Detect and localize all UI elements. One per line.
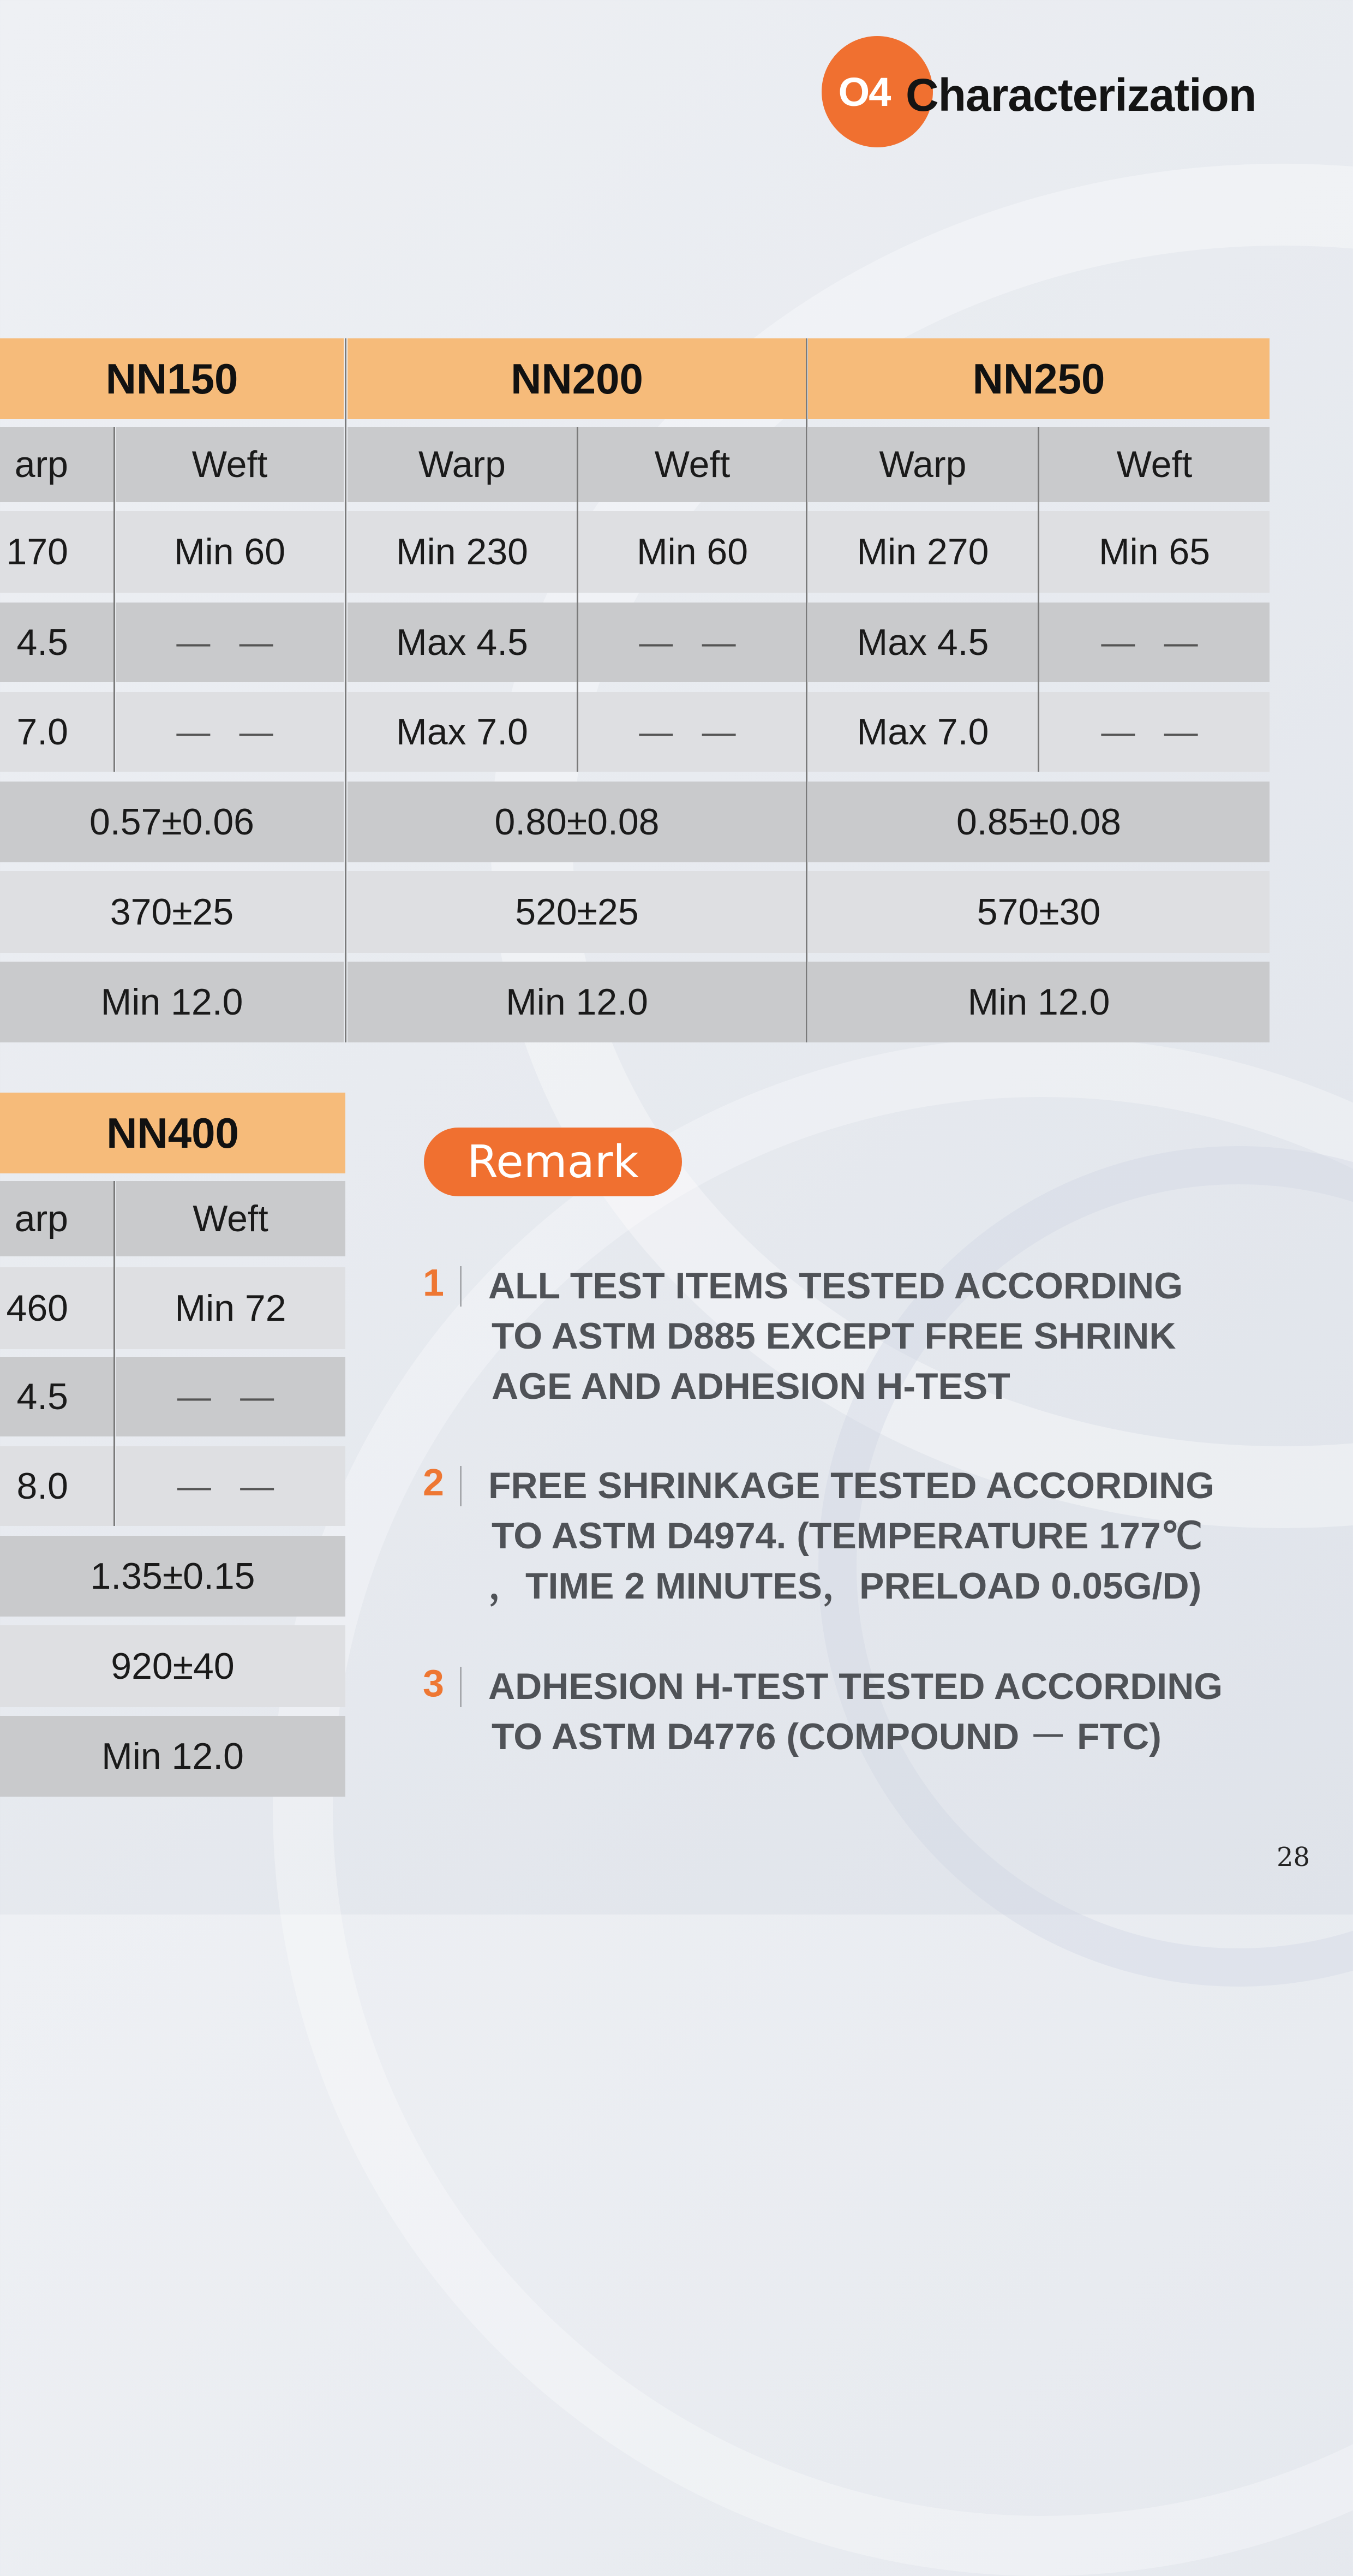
table-cell-merged: Min 12.0 [0, 962, 344, 1042]
remark-divider [460, 1266, 462, 1307]
table-cell-merged: 0.57±0.06 [0, 782, 344, 862]
section-number-badge: O4 [822, 36, 933, 147]
column-divider [577, 427, 578, 772]
remark-text [488, 1460, 1252, 1611]
table-cell: — — [1039, 603, 1270, 682]
warp-subheader: Warp [348, 427, 577, 502]
table-cell: Min 72 [116, 1267, 345, 1349]
remark-line: TO ASTM D4776 (COMPOUND － FTC) [492, 1716, 1162, 1757]
product-header-nn200: NN200 [348, 338, 806, 419]
remark-line: TO ASTM D4974. (TEMPERATURE 177℃ [492, 1515, 1203, 1557]
table-cell: — — [116, 603, 344, 682]
weft-subheader: Weft [116, 427, 344, 502]
remark-number: 2 [423, 1461, 444, 1504]
table-cell: 8.0 [0, 1446, 114, 1526]
column-divider [113, 1181, 115, 1526]
table-cell: Min 230 [348, 511, 577, 593]
table-cell: Min 60 [116, 511, 344, 593]
remark-divider [460, 1667, 462, 1707]
table-cell: Max 4.5 [808, 603, 1038, 682]
table-cell-merged: 520±25 [348, 871, 806, 953]
column-divider [113, 427, 115, 772]
remark-badge: Remark [424, 1128, 682, 1196]
table-cell: — — [578, 603, 806, 682]
table-cell-merged: 1.35±0.15 [0, 1536, 345, 1617]
table-cell-merged: 370±25 [0, 871, 344, 953]
column-divider [806, 338, 807, 1042]
table-cell-merged: Min 12.0 [0, 1716, 345, 1797]
weft-subheader: Weft [1039, 427, 1270, 502]
product-header-nn150: NN150 [0, 338, 344, 419]
table-cell: 170 [0, 511, 114, 593]
table-cell-merged: 570±30 [808, 871, 1270, 953]
remark-line: TO ASTM D885 EXCEPT FREE SHRINK [492, 1315, 1176, 1357]
remark-line: ，TIME 2 MINUTES，PRELOAD 0.05G/D) [488, 1565, 1202, 1607]
table-cell: Min 270 [808, 511, 1038, 593]
table-cell-merged: 0.85±0.08 [808, 782, 1270, 862]
column-divider [345, 338, 346, 1042]
table-cell: — — [1039, 692, 1270, 772]
table-cell: Max 4.5 [348, 603, 577, 682]
table-cell: 460 [0, 1267, 114, 1349]
weft-subheader: Weft [116, 1181, 345, 1256]
table-cell: 4.5 [0, 603, 114, 682]
table-cell: Max 7.0 [348, 692, 577, 772]
remark-line: ALL TEST ITEMS TESTED ACCORDING [488, 1265, 1183, 1307]
remark-line: ADHESION H-TEST TESTED ACCORDING [488, 1666, 1223, 1707]
table-cell: Max 7.0 [808, 692, 1038, 772]
remark-divider [460, 1466, 462, 1506]
table-cell: — — [578, 692, 806, 772]
remark-line: FREE SHRINKAGE TESTED ACCORDING [488, 1465, 1215, 1506]
column-divider [1038, 427, 1039, 772]
remark-text [488, 1661, 1252, 1762]
remark-text [488, 1261, 1252, 1411]
remark-number: 3 [423, 1662, 444, 1704]
warp-subheader-partial: arp [0, 427, 114, 502]
section-title: Characterization [906, 69, 1256, 121]
table-cell: — — [116, 1446, 345, 1526]
product-header-nn400: NN400 [0, 1093, 345, 1173]
remark-line: AGE AND ADHESION H-TEST [492, 1365, 1010, 1407]
product-header-nn250: NN250 [808, 338, 1270, 419]
warp-subheader-partial: arp [0, 1181, 114, 1256]
table-cell: Min 65 [1039, 511, 1270, 593]
table-cell: — — [116, 692, 344, 772]
table-cell: 4.5 [0, 1357, 114, 1436]
table-cell-merged: Min 12.0 [348, 962, 806, 1042]
table-cell: 7.0 [0, 692, 114, 772]
table-cell: — — [116, 1357, 345, 1436]
remark-number: 1 [423, 1261, 444, 1304]
table-cell-merged: Min 12.0 [808, 962, 1270, 1042]
table-cell-merged: 920±40 [0, 1625, 345, 1707]
table-cell: Min 60 [578, 511, 806, 593]
warp-subheader: Warp [808, 427, 1038, 502]
page-number: 28 [1277, 1842, 1310, 1873]
weft-subheader: Weft [578, 427, 806, 502]
table-cell-merged: 0.80±0.08 [348, 782, 806, 862]
